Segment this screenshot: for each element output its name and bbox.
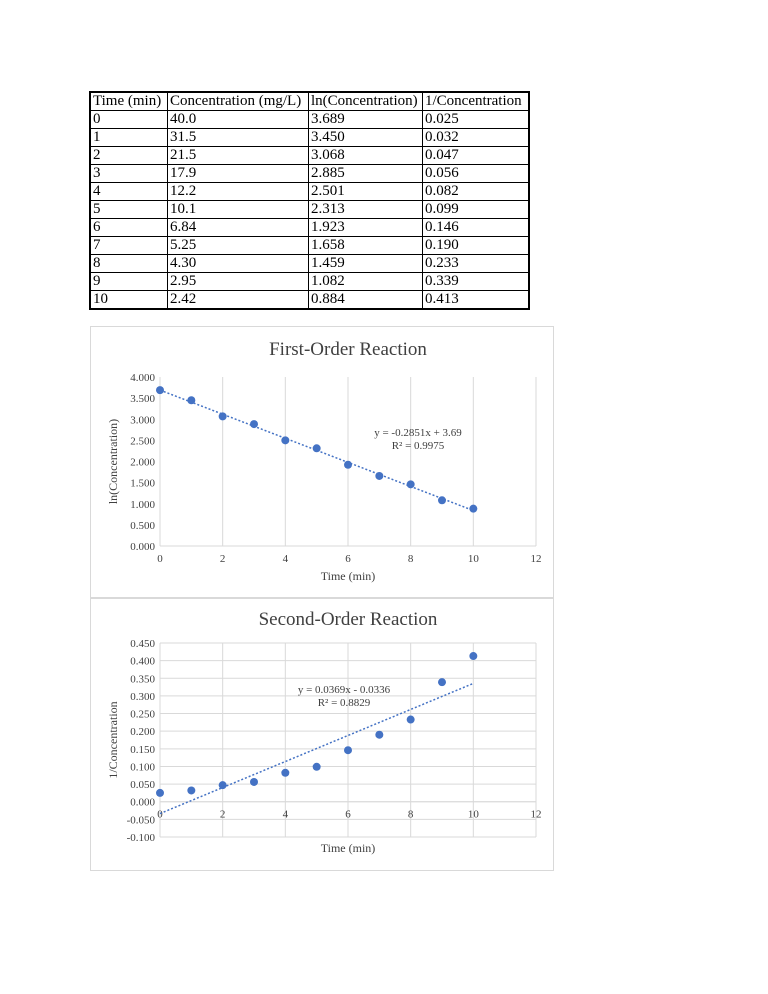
table-cell: 31.5 bbox=[168, 129, 309, 147]
y-tick-label: 0.300 bbox=[130, 690, 155, 703]
table-cell: 2.42 bbox=[168, 291, 309, 310]
x-tick-label: 12 bbox=[530, 553, 542, 565]
header-inverse-concentration: 1/Concentration bbox=[423, 92, 530, 111]
table-cell: 3 bbox=[90, 165, 168, 183]
header-concentration: Concentration (mg/L) bbox=[168, 92, 309, 111]
y-tick-label: 0.050 bbox=[130, 779, 155, 792]
table-cell: 5 bbox=[90, 201, 168, 219]
table-cell: 17.9 bbox=[168, 165, 309, 183]
table-cell: 3.689 bbox=[309, 111, 423, 129]
data-point bbox=[407, 480, 415, 488]
data-table bbox=[89, 91, 530, 310]
trendline-equation: y = -0.2851x + 3.69 bbox=[374, 427, 462, 439]
table-cell: 8 bbox=[90, 255, 168, 273]
table-cell: 40.0 bbox=[168, 111, 309, 129]
table-row bbox=[90, 291, 529, 310]
table-cell: 4.30 bbox=[168, 255, 309, 273]
data-point bbox=[156, 789, 164, 797]
table-header-row bbox=[90, 92, 529, 111]
table-row bbox=[90, 111, 529, 129]
table-cell: 2.885 bbox=[309, 165, 423, 183]
table-cell: 2 bbox=[90, 147, 168, 165]
y-tick-label: 0.100 bbox=[130, 761, 155, 774]
y-tick-label: 3.000 bbox=[130, 414, 155, 427]
r-squared-label: R² = 0.9975 bbox=[391, 440, 445, 452]
data-point bbox=[156, 386, 164, 394]
table-cell: 0.082 bbox=[423, 183, 530, 201]
x-tick-label: 0 bbox=[157, 553, 163, 565]
data-point bbox=[187, 396, 195, 404]
y-tick-label: 0.450 bbox=[130, 638, 155, 650]
table-cell: 2.313 bbox=[309, 201, 423, 219]
table-cell: 4 bbox=[90, 183, 168, 201]
data-point bbox=[438, 678, 446, 686]
first-order-chart bbox=[90, 326, 554, 598]
x-tick-label: 4 bbox=[282, 553, 289, 565]
table-row bbox=[90, 129, 529, 147]
table-cell: 1.082 bbox=[309, 273, 423, 291]
header-time: Time (min) bbox=[90, 92, 168, 111]
y-tick-label: 0.400 bbox=[130, 655, 155, 668]
x-tick-label: 2 bbox=[219, 553, 226, 565]
table-cell: 1 bbox=[90, 129, 168, 147]
table-cell: 2.501 bbox=[309, 183, 423, 201]
data-point bbox=[313, 763, 321, 771]
table-row bbox=[90, 165, 529, 183]
table-cell: 12.2 bbox=[168, 183, 309, 201]
data-point bbox=[375, 731, 383, 739]
data-point bbox=[187, 786, 195, 794]
data-point bbox=[250, 778, 258, 786]
y-tick-label: 1.500 bbox=[130, 477, 155, 490]
data-point bbox=[469, 505, 477, 513]
x-tick-label: 6 bbox=[345, 808, 351, 821]
table-cell: 9 bbox=[90, 273, 168, 291]
y-tick-label: 2.500 bbox=[130, 435, 155, 448]
table-cell: 0.032 bbox=[423, 129, 530, 147]
data-point bbox=[281, 436, 289, 444]
data-point bbox=[469, 652, 477, 660]
y-tick-label: 2.000 bbox=[130, 456, 155, 469]
table-cell: 1.658 bbox=[309, 237, 423, 255]
table-cell: 0.233 bbox=[423, 255, 530, 273]
table-cell: 6 bbox=[90, 219, 168, 237]
y-tick-label: 0.500 bbox=[130, 519, 155, 532]
x-tick-label: 0 bbox=[157, 808, 163, 821]
table-cell: 0.339 bbox=[423, 273, 530, 291]
table-cell: 0 bbox=[90, 111, 168, 129]
table-body bbox=[90, 111, 529, 310]
data-point bbox=[250, 420, 258, 428]
data-point bbox=[375, 472, 383, 480]
table-row bbox=[90, 237, 529, 255]
y-tick-label: -0.050 bbox=[126, 814, 155, 827]
x-axis-label: Time (min) bbox=[320, 841, 376, 855]
x-tick-label: 8 bbox=[407, 808, 414, 821]
first-order-chart-svg bbox=[91, 327, 553, 597]
table-row bbox=[90, 255, 529, 273]
table-cell: 10 bbox=[90, 291, 168, 310]
data-point bbox=[344, 461, 352, 469]
table-cell: 0.413 bbox=[423, 291, 530, 310]
table-cell: 0.056 bbox=[423, 165, 530, 183]
x-tick-label: 4 bbox=[282, 808, 289, 821]
trendline-equation: y = 0.0369x - 0.0336 bbox=[297, 684, 391, 696]
table-row bbox=[90, 201, 529, 219]
table-cell: 2.95 bbox=[168, 273, 309, 291]
table-cell: 1.923 bbox=[309, 219, 423, 237]
x-tick-label: 10 bbox=[467, 553, 479, 565]
x-tick-label: 6 bbox=[345, 553, 351, 565]
data-point bbox=[344, 746, 352, 754]
data-point bbox=[313, 444, 321, 452]
table-cell: 0.146 bbox=[423, 219, 530, 237]
table-cell: 0.099 bbox=[423, 201, 530, 219]
x-tick-label: 12 bbox=[530, 808, 542, 821]
table-row bbox=[90, 147, 529, 165]
chart-title: Second-Order Reaction bbox=[258, 609, 438, 630]
table-cell: 7 bbox=[90, 237, 168, 255]
y-tick-label: 0.000 bbox=[130, 541, 155, 553]
y-axis-label: ln(Concentration) bbox=[106, 418, 120, 505]
data-point bbox=[219, 781, 227, 789]
table-cell: 1.459 bbox=[309, 255, 423, 273]
r-squared-label: R² = 0.8829 bbox=[317, 697, 371, 709]
table-cell: 10.1 bbox=[168, 201, 309, 219]
x-axis-label: Time (min) bbox=[320, 569, 376, 583]
table-cell: 3.450 bbox=[309, 129, 423, 147]
x-tick-label: 2 bbox=[219, 808, 226, 821]
x-tick-label: 10 bbox=[467, 808, 479, 821]
y-tick-label: -0.100 bbox=[126, 832, 155, 844]
y-tick-label: 1.000 bbox=[130, 498, 155, 511]
table-cell: 6.84 bbox=[168, 219, 309, 237]
y-tick-label: 3.500 bbox=[130, 393, 155, 406]
y-tick-label: 0.250 bbox=[130, 708, 155, 721]
data-point bbox=[438, 496, 446, 504]
table-cell: 3.068 bbox=[309, 147, 423, 165]
table-cell: 0.025 bbox=[423, 111, 530, 129]
table-cell: 0.190 bbox=[423, 237, 530, 255]
data-point bbox=[407, 716, 415, 724]
y-tick-label: 0.200 bbox=[130, 726, 155, 739]
second-order-chart bbox=[90, 598, 554, 871]
data-point bbox=[281, 769, 289, 777]
header-ln-concentration: ln(Concentration) bbox=[309, 92, 423, 111]
table-row bbox=[90, 219, 529, 237]
table-cell: 0.884 bbox=[309, 291, 423, 310]
second-order-chart-svg bbox=[91, 599, 553, 870]
chart-title: First-Order Reaction bbox=[269, 339, 427, 360]
table-cell: 21.5 bbox=[168, 147, 309, 165]
table-row bbox=[90, 273, 529, 291]
y-tick-label: 0.000 bbox=[130, 796, 155, 809]
table-row bbox=[90, 183, 529, 201]
y-tick-label: 4.000 bbox=[130, 372, 155, 384]
table-cell: 0.047 bbox=[423, 147, 530, 165]
x-tick-label: 8 bbox=[407, 553, 414, 565]
y-axis-label: 1/Concentration bbox=[106, 701, 120, 779]
y-tick-label: 0.350 bbox=[130, 673, 155, 686]
table-cell: 5.25 bbox=[168, 237, 309, 255]
data-point bbox=[219, 412, 227, 420]
y-tick-label: 0.150 bbox=[130, 743, 155, 756]
